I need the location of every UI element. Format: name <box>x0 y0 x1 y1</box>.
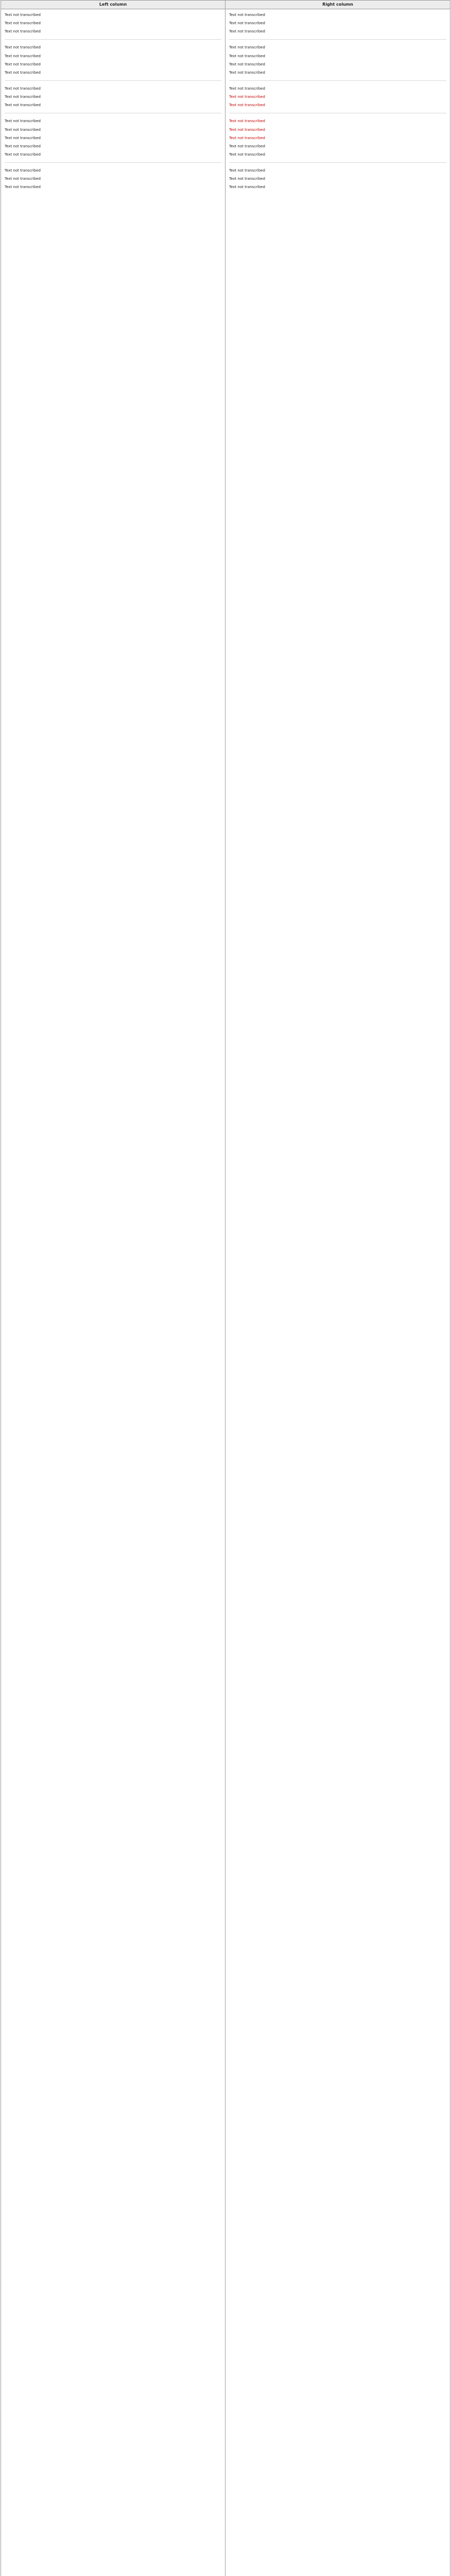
right-column-header: Right column <box>322 2 353 7</box>
left-section-divider <box>5 80 221 81</box>
right-paragraph: Text not transcribed <box>229 135 265 140</box>
left-section-divider <box>5 162 221 163</box>
left-column-header: Left column <box>1 1 226 9</box>
left-paragraph: Text not transcribed <box>5 45 41 50</box>
right-paragraph: Text not transcribed <box>229 29 265 34</box>
right-paragraph: Text not transcribed <box>229 62 265 66</box>
left-section-divider <box>5 39 221 40</box>
left-paragraph: Text not transcribed <box>5 152 41 157</box>
right-section-divider <box>229 39 446 40</box>
left-paragraph: Text not transcribed <box>5 168 41 173</box>
right-paragraph: Text not transcribed <box>229 21 265 26</box>
left-paragraph: Text not transcribed <box>5 70 41 75</box>
right-paragraph: Text not transcribed <box>229 70 265 75</box>
right-paragraph: Text not transcribed <box>229 86 265 91</box>
table-body <box>1 9 450 2576</box>
left-sections <box>5 12 221 190</box>
left-paragraph: Text not transcribed <box>5 144 41 148</box>
right-paragraph: Text not transcribed <box>229 95 265 99</box>
right-paragraph: Text not transcribed <box>229 119 265 124</box>
right-paragraph: Text not transcribed <box>229 177 265 181</box>
left-paragraph: Text not transcribed <box>5 135 41 140</box>
right-sections <box>229 12 446 190</box>
left-paragraph: Text not transcribed <box>5 95 41 99</box>
right-paragraph: Text not transcribed <box>229 103 265 108</box>
left-paragraph: Text not transcribed <box>5 21 41 26</box>
left-paragraph: Text not transcribed <box>5 103 41 108</box>
left-column <box>1 9 226 2576</box>
left-paragraph: Text not transcribed <box>5 86 41 91</box>
left-paragraph: Text not transcribed <box>5 185 41 190</box>
left-paragraph: Text not transcribed <box>5 29 41 34</box>
left-paragraph: Text not transcribed <box>5 54 41 58</box>
left-paragraph: Text not transcribed <box>5 62 41 66</box>
right-paragraph: Text not transcribed <box>229 168 265 173</box>
right-section-divider <box>229 162 446 163</box>
right-paragraph: Text not transcribed <box>229 152 265 157</box>
right-section-divider <box>229 80 446 81</box>
table-header <box>1 1 450 9</box>
right-paragraph: Text not transcribed <box>229 45 265 50</box>
left-paragraph: Text not transcribed <box>5 127 41 132</box>
right-column <box>226 9 450 2576</box>
right-paragraph: Text not transcribed <box>229 54 265 58</box>
left-paragraph: Text not transcribed <box>5 13 41 17</box>
left-paragraph: Text not transcribed <box>5 119 41 124</box>
left-paragraph: Text not transcribed <box>5 177 41 181</box>
right-paragraph: Text not transcribed <box>229 185 265 190</box>
document-page <box>1 0 450 2576</box>
right-paragraph: Text not transcribed <box>229 13 265 17</box>
right-paragraph: Text not transcribed <box>229 144 265 148</box>
right-paragraph: Text not transcribed <box>229 127 265 132</box>
